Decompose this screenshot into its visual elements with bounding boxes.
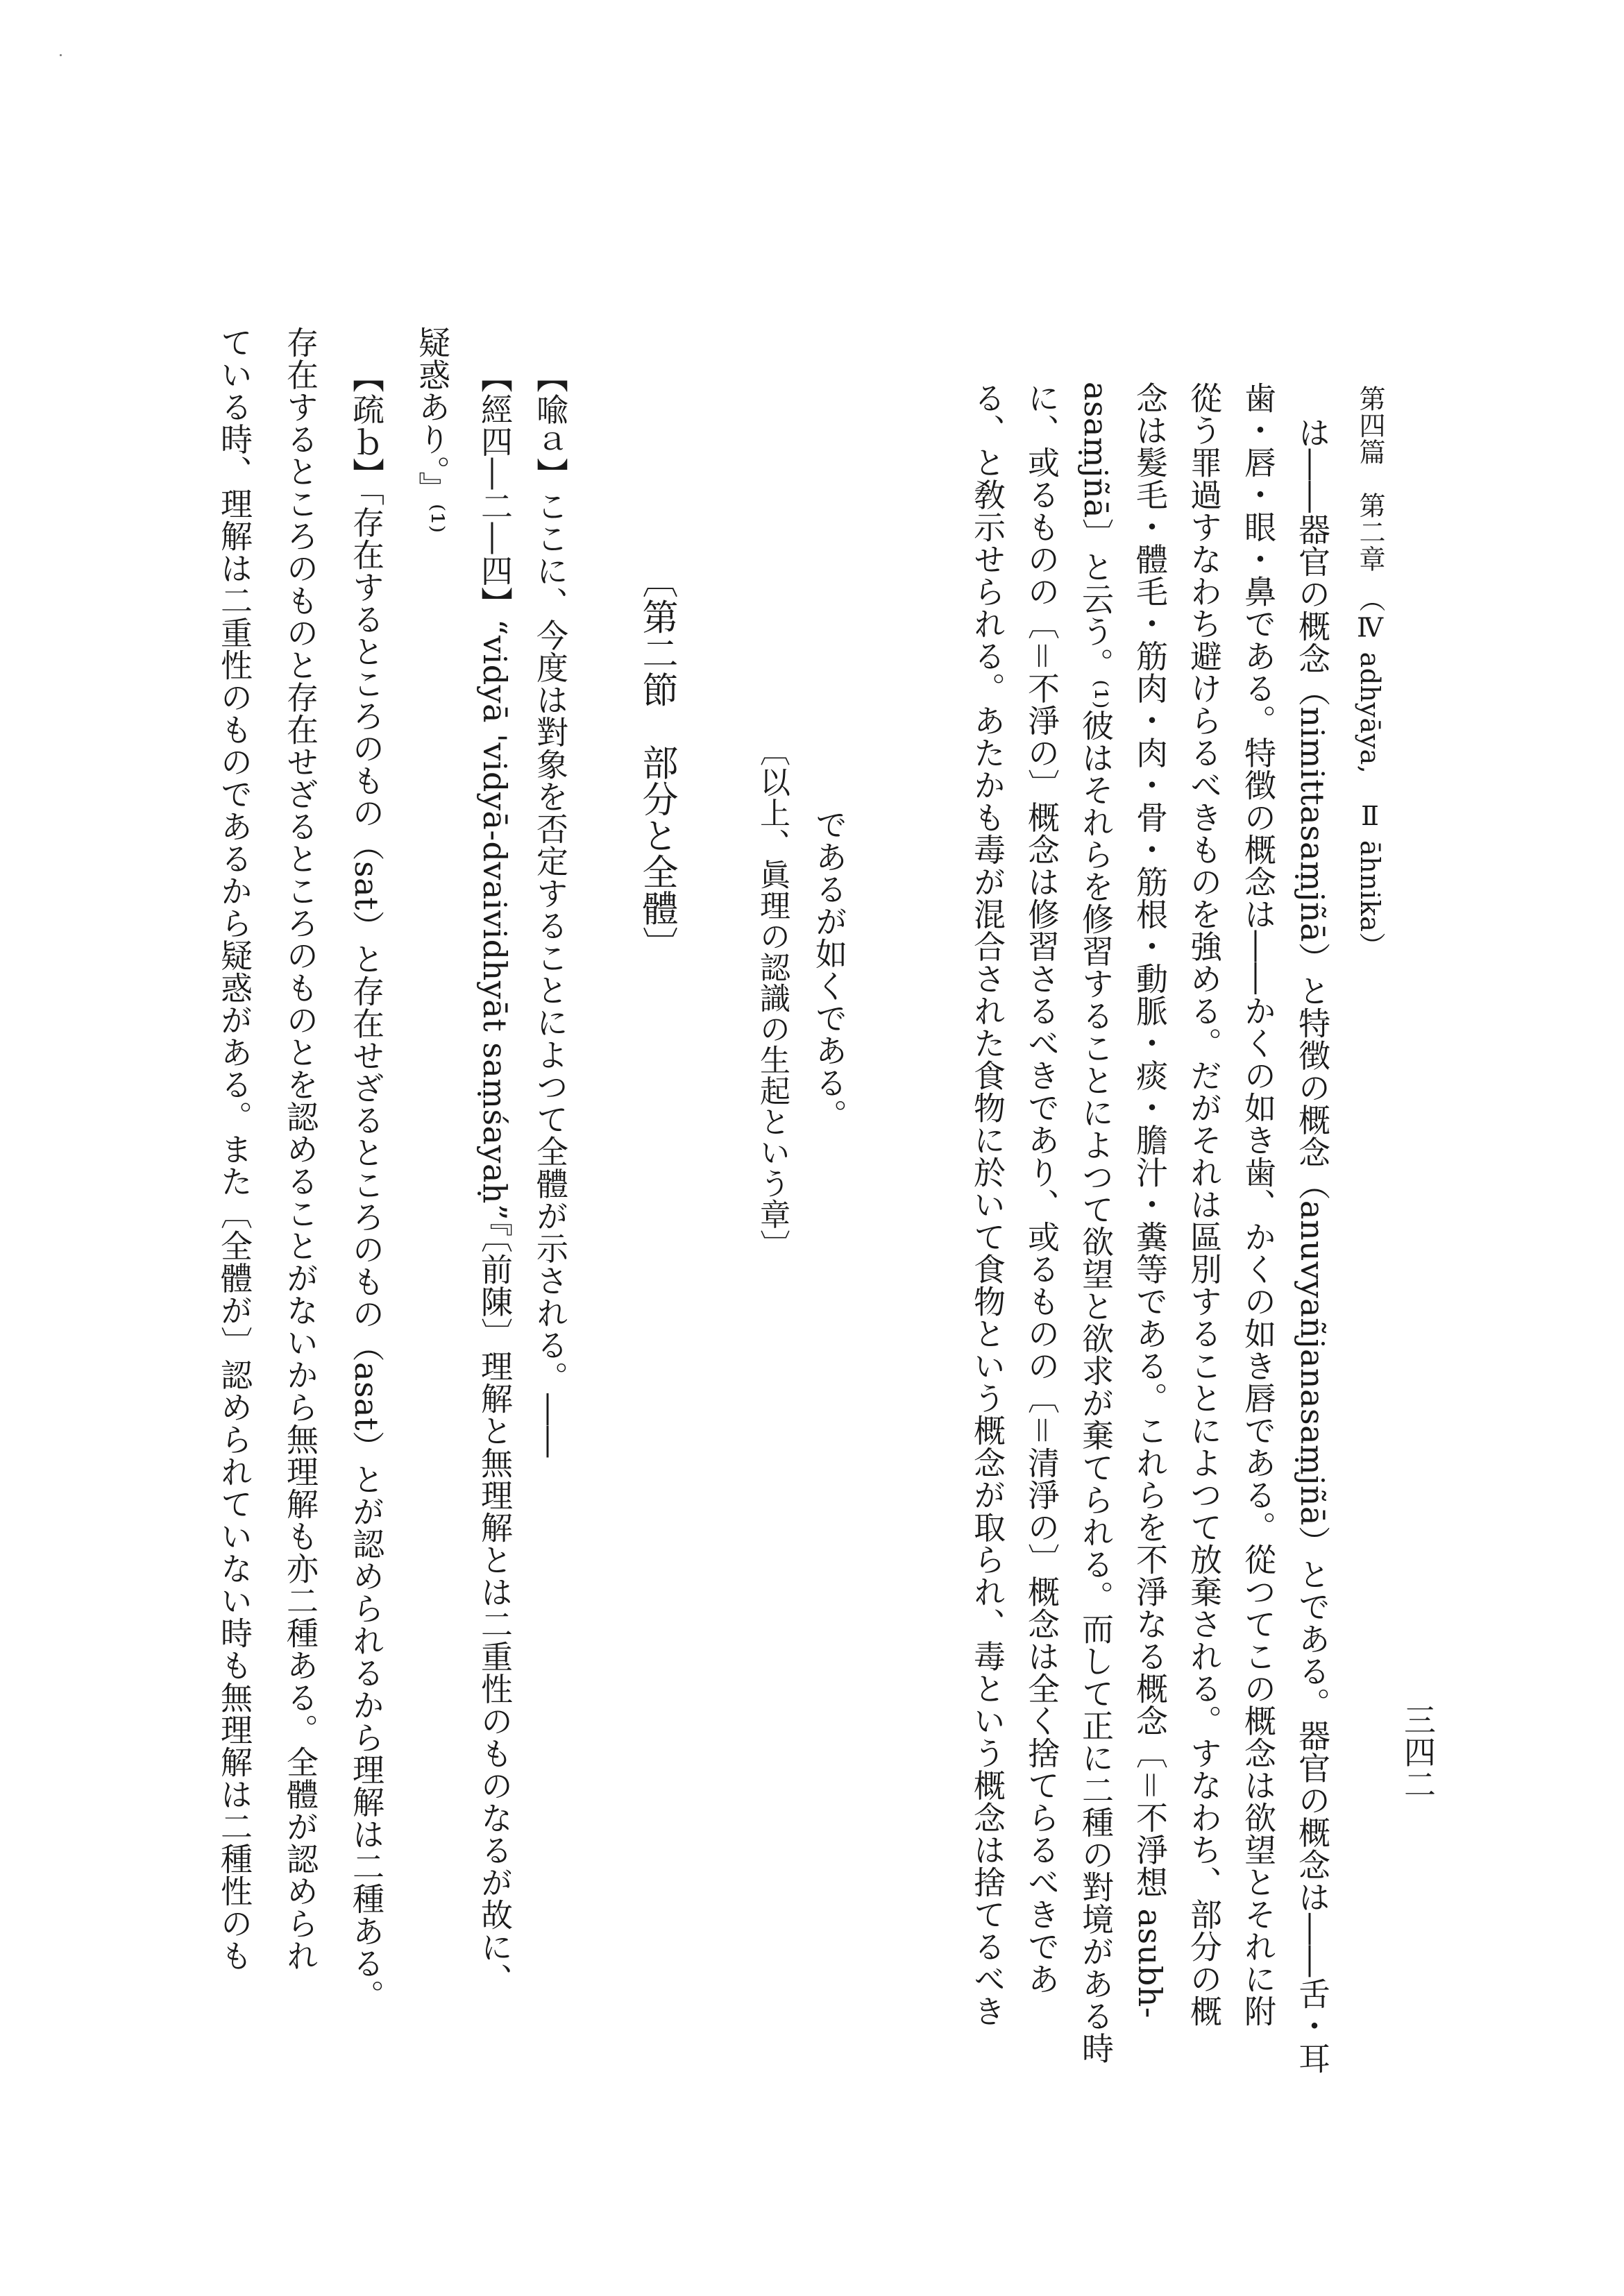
text-line-9: 【喩ａ】ここに、今度は對象を否定することによつて全體が示される。――	[532, 361, 569, 1458]
chapter-closing-note: 〔以上、眞理の認識の生起という章〕	[754, 735, 790, 1261]
text-line-2: 歯・唇・眼・鼻である。特徴の概念は――かくの如き歯、かくの如き唇である。從つてこの概念は欲望とそれに附	[1240, 382, 1277, 2027]
text-line-4: 念は髮毛・體毛・筋肉・肉・骨・筋根・動脈・痰・膽汁・糞等である。これらを不淨なる概念〔＝不淨想 asubh-	[1131, 382, 1169, 2018]
section-heading: 〔第二節 部分と全體〕	[636, 562, 677, 963]
scan-speck-icon	[60, 54, 62, 56]
text-line-8-visible: であるが如くである。	[811, 808, 848, 1131]
text-line-12: 【疏ｂ】「存在するところのもの（sat）と存在せざるところのもの（asat）とが認められるから理解は二種ある。	[348, 361, 385, 2012]
text-line-7: る、と敎示せられる。あたかも毒が混合された食物に於いて食物という概念が取られ、毒という概念は捨てるべき	[969, 382, 1006, 2027]
text-line-6: に、或るものの〔＝不淨の〕概念は修習さるべきであり、或るものの〔＝清淨の〕概念は全く捨てらるべきであ	[1023, 382, 1060, 1995]
page-number: 三四二	[1399, 1703, 1437, 1801]
text-line-5: asaṃjñā〕と云う。⁽¹⁾彼はそれらを修習することによつて欲望と欲求が棄てられる。而して正に二種の對境がある時	[1077, 382, 1115, 2064]
text-line-1: は――器官の概念（nimittasaṃjñā）と特徴の概念（anuvyañjanasaṃjñā）とである。器官の概念は――舌・耳	[1294, 416, 1331, 2075]
text-line-3: 從う罪過すなわち避けらるべきものを強める。だがそれは區別することによつて放棄される。すなわち、部分の概	[1185, 382, 1223, 2027]
text-line-11: 疑惑あり。』⁽¹⁾	[414, 326, 451, 534]
text-line-14: ている時、理解は二重性のものであるから疑惑がある。また〔全體が〕認められていない時も無理解は二種性のも	[216, 326, 253, 1972]
running-head: 第四篇 第二章 （Ⅳ adhyāya, Ⅱ āhnika）	[1355, 385, 1385, 959]
text-line-13: 存在するところのものと存在せざるところのものとを認めることがないから無理解も亦二種ある。全體が認められ	[282, 326, 319, 1972]
text-line-10: 【經四―二―四】“vidyā 'vidyā-dvaividhyāt saṃśayaḥ”『〔前陳〕理解と無理解とは二重性のものなるが故に、	[476, 361, 514, 1996]
